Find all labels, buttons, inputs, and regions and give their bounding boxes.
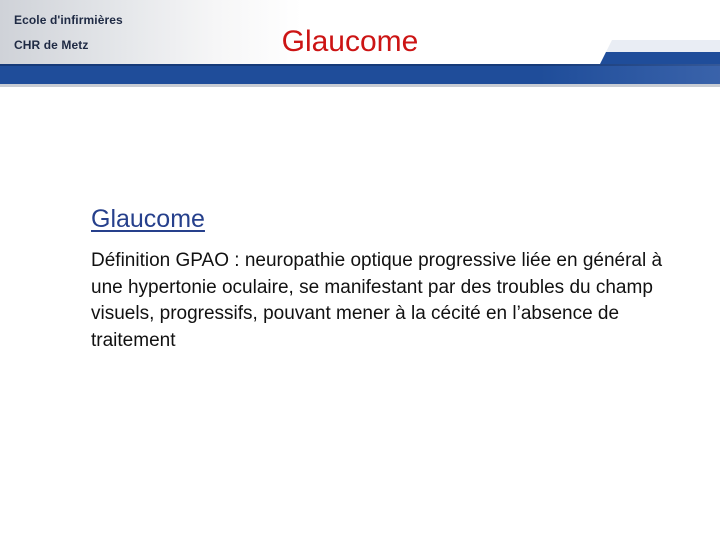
slide-header bbox=[0, 0, 720, 90]
slide-title: Glaucome bbox=[281, 25, 419, 58]
institution-name-line-2: CHR de Metz bbox=[14, 38, 89, 52]
slide-content bbox=[91, 202, 671, 354]
content-heading: Glaucome bbox=[91, 205, 205, 233]
definition-text: Définition GPAO : neuropathie optique progressive liée en général à une hypertonie oculaire, se manifestant par des troubles du champ visuels, progressifs, pouvant mener à la cécité en l’absence de traitement bbox=[91, 250, 663, 351]
institution-name-line-1: Ecole d'infirmières bbox=[14, 13, 123, 27]
